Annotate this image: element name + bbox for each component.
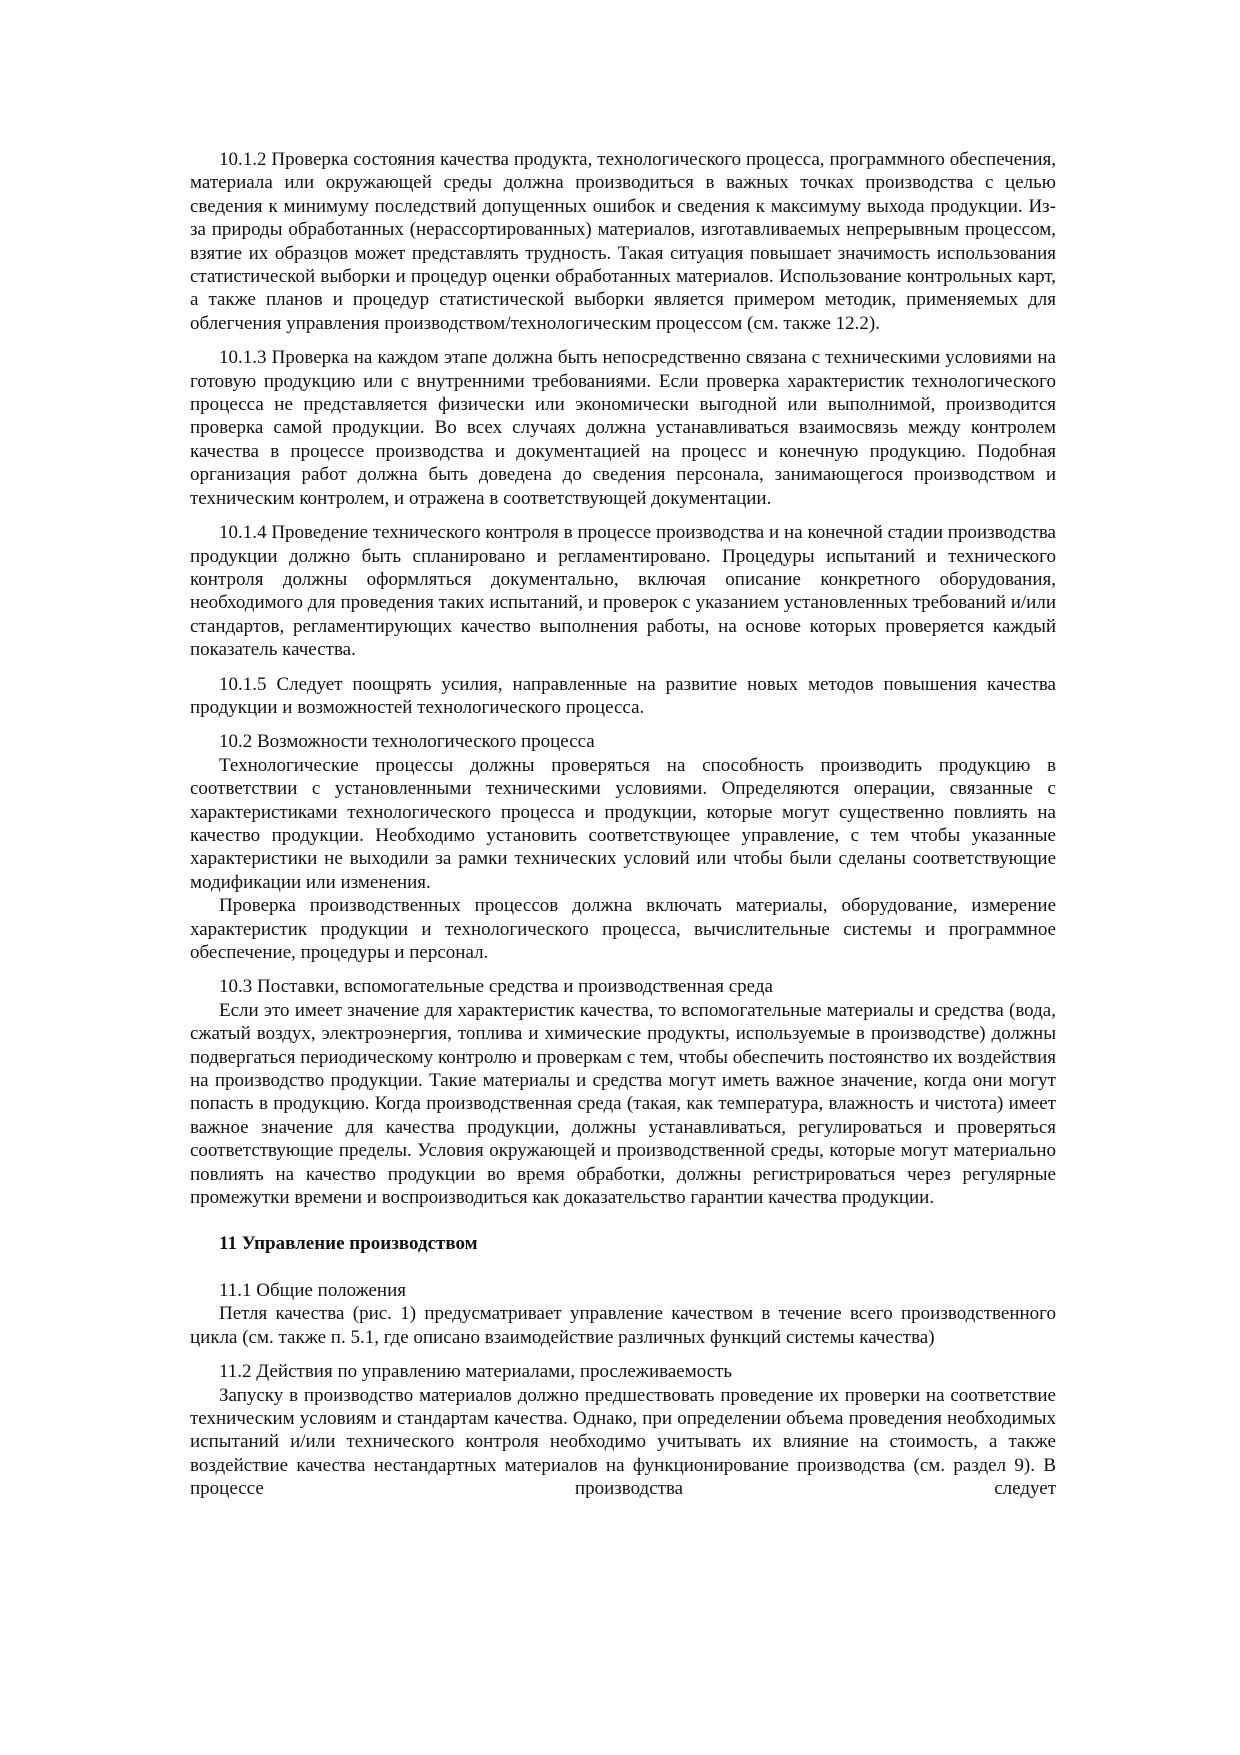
paragraph-10-1-5: 10.1.5 Следует поощрять усилия, направленные на развитие новых методов повышения качества продукции и возможностей технологического процесса.: [190, 673, 1056, 718]
paragraph-11-2: Запуску в производство материалов должно предшествовать проведение их проверки на соответствие техническим условиям и стандартам качества. Однако, при определении объема проведения необходимых испытаний и/или технического контроля необходимо учитывать их влияние на стоимость, а также воздействие качества нестандартных материалов на функционирование производства (см. раздел 9). В процессе производства следует: [190, 1384, 1056, 1500]
section-heading-11-1: 11.1 Общие положения: [219, 1279, 406, 1301]
paragraph-10-1-4: 10.1.4 Проведение технического контроля в процессе производства и на конечной стадии производства продукции должно быть спланировано и регламентировано. Процедуры испытаний и технического контроля должны оформляться документально, включая описание конкретного оборудования, необходимого для проведения таких испытаний, и проверок с указанием установленных требований и/или стандартов, регламентирующих качество выполнения работы, на основе которых проверяется каждый показатель качества.: [190, 522, 1056, 661]
section-heading-11-2: 11.2 Действия по управлению материалами, прослеживаемость: [219, 1361, 733, 1383]
paragraph-10-2-b: Проверка производственных процессов должна включать материалы, оборудование, измерение характеристик продукции и технологического процесса, вычислительные системы и программное обеспечение, процедуры и персонал.: [190, 895, 1056, 963]
paragraph-10-1-3: 10.1.3 Проверка на каждом этапе должна быть непосредственно связана с техническими условиями на готовую продукцию или с внутренними требованиями. Если проверка характеристик технологического процесса не представляется физически или экономически выгодной или выполнимой, производится проверка самой продукции. Во всех случаях должна устанавливаться взаимосвязь между контролем качества в процессе производства и документацией на процесс и конечную продукцию. Подобная организация работ должна быть доведена до сведения персонала, занимающегося производством и техническим контролем, и отражена в соответствующей документации.: [190, 347, 1056, 509]
document-page: [190, 148, 1056, 1501]
paragraph-11-1: Петля качества (рис. 1) предусматривает управление качеством в течение всего производственного цикла (см. также п. 5.1, где описано взаимодействие различных функций системы качества): [190, 1303, 1056, 1348]
section-heading-10-2: 10.2 Возможности технологического процесса: [219, 731, 595, 753]
paragraph-10-1-2: 10.1.2 Проверка состояния качества продукта, технологического процесса, программного обеспечения, материала или окружающей среды должна производиться в важных точках производства с целью сведения к минимуму последствий допущенных ошибок и сведения к максимуму выхода продукции. Из-за природы обработанных (нерассортированных) материалов, изготавливаемых непрерывным процессом, взятие их образцов может представлять трудность. Такая ситуация повышает значимость использования статистической выборки и процедур оценки обработанных материалов. Использование контрольных карт, а также планов и процедур статистической выборки является примером методик, применяемых для облегчения управления производством/технологическим процессом (см. также 12.2).: [190, 149, 1056, 334]
section-heading-10-3: 10.3 Поставки, вспомогательные средства и производственная среда: [219, 976, 773, 998]
chapter-heading-11: 11 Управление производством: [219, 1233, 478, 1255]
paragraph-10-2-a: Технологические процессы должны проверяться на способность производить продукцию в соответствии с установленными техническими условиями. Определяются операции, связанные с характеристиками технологического процесса и продукции, которые могут существенно повлиять на качество продукции. Необходимо установить соответствующее управление, с тем чтобы указанные характеристики не выходили за рамки технических условий или чтобы были сделаны соответствующие модификации или изменения.: [190, 754, 1056, 893]
paragraph-10-3: Если это имеет значение для характеристик качества, то вспомогательные материалы и средства (вода, сжатый воздух, электроэнергия, топлива и химические продукты, используемые в производстве) должны подвергаться периодическому контролю и проверкам с тем, чтобы обеспечить постоянство их воздействия на производство продукции. Такие материалы и средства могут иметь важное значение, когда они могут попасть в продукцию. Когда производственная среда (такая, как температура, влажность и чистота) имеет важное значение для качества продукции, должны устанавливаться, регулироваться и проверяться соответствующие пределы. Условия окружающей и производственной среды, которые могут материально повлиять на качество продукции во время обработки, должны регистрироваться через регулярные промежутки времени и воспроизводиться как доказательство гарантии качества продукции.: [190, 999, 1056, 1209]
